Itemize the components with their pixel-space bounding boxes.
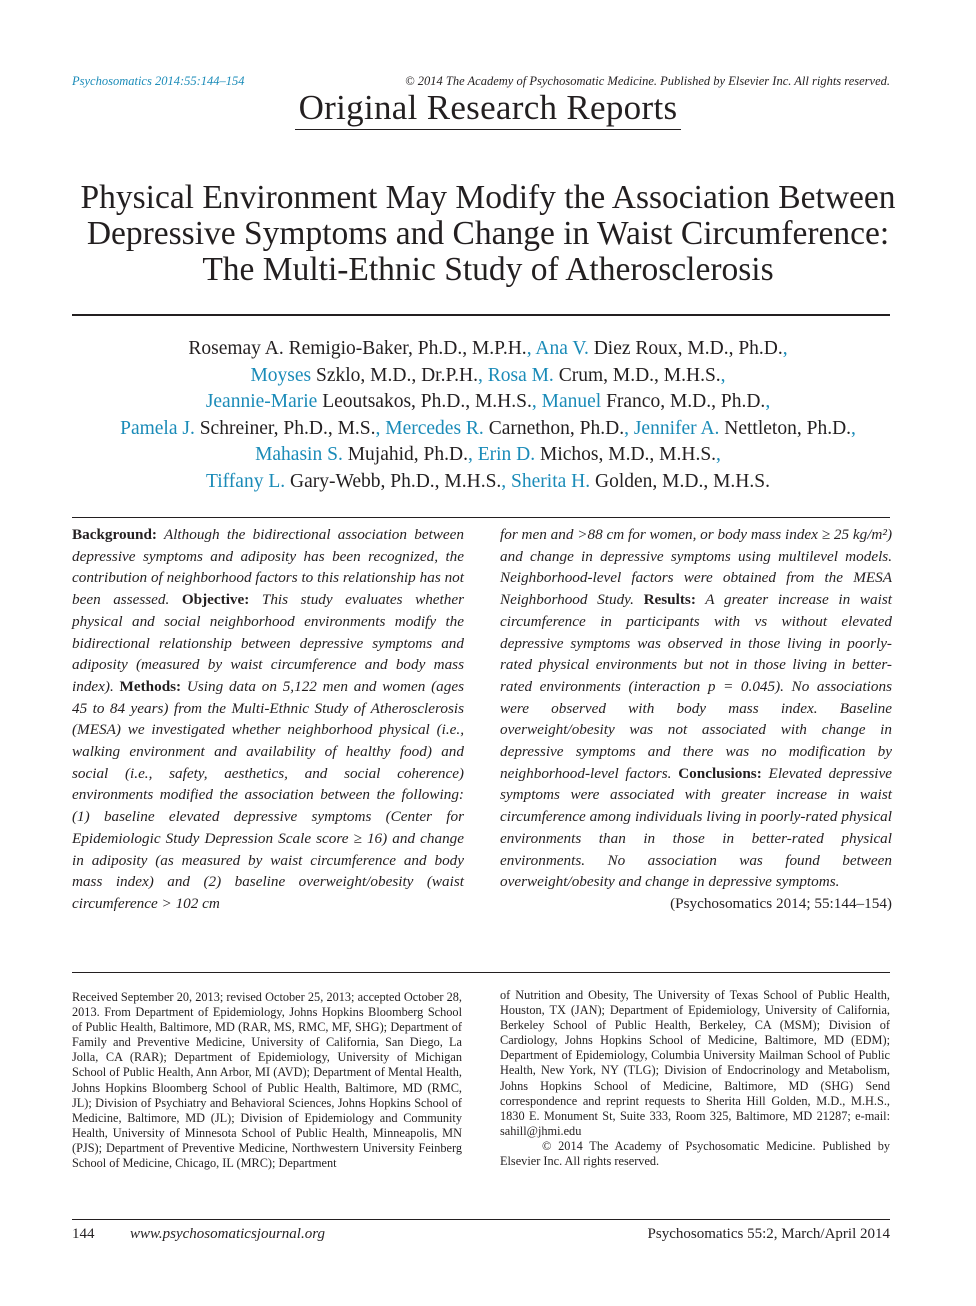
article-title: Physical Environment May Modify the Association Between Depressive Symptoms and Change in Waist Circumference: The Multi-Ethnic Study of Atherosclerosis	[80, 179, 896, 288]
author[interactable]: Mahasin S. Mujahid, Ph.D.	[255, 444, 468, 465]
section-heading-text: Original Research Reports	[295, 88, 682, 130]
author[interactable]: Tiffany L. Gary-Webb, Ph.D., M.H.S.	[206, 470, 502, 492]
notes-divider	[72, 972, 890, 973]
author[interactable]: Manuel Franco, M.D., Ph.D.	[541, 391, 766, 412]
author[interactable]: Rosemay A. Remigio-Baker, Ph.D., M.P.H.	[188, 338, 527, 359]
background-label: Background:	[72, 526, 157, 543]
author[interactable]: Rosa M. Crum, M.D., M.H.S.	[487, 364, 721, 386]
header-copyright: © 2014 The Academy of Psychosomatic Medicine. Published by Elsevier Inc. All rights reserved.	[405, 74, 890, 88]
page-number: 144	[72, 1226, 95, 1242]
author[interactable]: Jeannie-Marie Leoutsakos, Ph.D., M.H.S.	[205, 391, 532, 412]
author[interactable]: Ana V. Diez Roux, M.D., Ph.D.	[535, 338, 783, 359]
author[interactable]: Mercedes R. Carnethon, Ph.D.	[385, 417, 625, 439]
methods-text: Using data on 5,122 men and women (ages 45 to 84 years) from the Multi-Ethnic Study of Atherosclerosis (MESA) we investigated whether neighborhood physical (i.e., walking environment and availability of healthy food) and social (i.e., safety, aesthetics, and social coherence) environments modified the association between the following: (1) baseline elevated depressive symptoms (Center for Epidemiologic Study Depression Scale score ≥ 16) and change in adiposity (as measured by waist circumference and body mass index) and (2) baseline overweight/obesity (waist circumference > 102 cm	[72, 677, 464, 912]
results-label: Results:	[643, 591, 696, 609]
section-heading	[0, 88, 976, 128]
affiliations-left: Received September 20, 2013; revised October 25, 2013; accepted October 28, 2013. From Department of Epidemiology, Johns Hopkins Bloomberg School of Public Health, Baltimore, MD (RAR, MS, RMC, MF, SHG); Department of Family and Preventive Medicine, University of California, San Diego, La Jolla, CA (RAR); Department of Epidemiology, University of Michigan School of Public Health, Ann Arbor, MI (AVD); Department of Mental Health, Johns Hopkins Bloomberg School of Public Health, Baltimore, MD (RMC, JL); Division of Psychiatry and Behavioral Sciences, Johns Hopkins School of Medicine, Baltimore, MD (JL); Division of Epidemiology and Community Health, University of Minnesota School of Public Health, Minneapolis, MN (PJS); Department of Preventive Medicine, Northwestern University Feinberg School of Medicine, Chicago, IL (MRC); Department	[72, 990, 462, 1171]
objective-label: Objective:	[181, 591, 250, 609]
title-divider	[72, 314, 890, 316]
background-text: Although the bidirectional association between depressive symptoms and adiposity has been recognized, the contribution of neighborhood factors to this relationship has not been assessed.	[72, 526, 464, 609]
objective-text: This study evaluates whether physical and social neighborhood environments modify the bidirectional relationship between depressive symptoms and adiposity (measured by waist circumference and body mass index).	[72, 591, 464, 695]
results-text: A greater increase in waist circumference in participants with vs without elevated depressive symptoms was observed in those living in poorly-rated physical environments but not in those living in better-rated environments (interaction p = 0.045). No associations were observed with body mass index. Baseline overweight/obesity was not associated with change in depressive symptoms and there was no modification by neighborhood-level factors.	[500, 591, 892, 782]
conclusions-text: Elevated depressive symptoms were associated with greater increase in waist circumference among individuals living in poorly-rated physical environments than in those in better-rated physical environments. No association was found between overweight/obesity and change in depressive symptoms.	[500, 764, 892, 891]
author-list: Rosemay A. Remigio-Baker, Ph.D., M.P.H., Ana V. Diez Roux, M.D., Ph.D., Moyses Szklo, M.D., Dr.P.H., Rosa M. Crum, M.D., M.H.S., Jeannie-Marie Leoutsakos, Ph.D., M.H.S., Manuel Franco, M.D., Ph.D., Pamela J. Schreiner, Ph.D., M.S., Mercedes R. Carnethon, Ph.D., Jennifer A. Nettleton, Ph.D., Mahasin S. Mujahid, Ph.D., Erin D. Michos, M.D., M.H.S., Tiffany L. Gary-Webb, Ph.D., M.H.S., Sherita H. Golden, M.D., M.H.S.	[120, 338, 856, 492]
author[interactable]: Moyses Szklo, M.D., Dr.P.H.	[250, 364, 478, 386]
journal-url-link[interactable]: www.psychosomaticsjournal.org	[130, 1226, 326, 1242]
abstract-left-column	[72, 524, 464, 915]
author[interactable]: Sherita H. Golden, M.D., M.H.S.	[511, 470, 770, 492]
abstract-right-column	[500, 524, 892, 915]
conclusions-label: Conclusions:	[678, 764, 762, 782]
author[interactable]: Erin D. Michos, M.D., M.H.S.	[477, 444, 717, 465]
affiliations-text: of Nutrition and Obesity, The University of Texas School of Public Health, Houston, TX (JAN); Department of Epidemiology, University of California, Berkeley School of Public Health, Berkeley, CA (MSM); Division of Cardiology, Johns Hopkins School of Medicine, Baltimore, MD (EDM); Department of Epidemiology, Columbia University Mailman School of Public Health, New York, NY (TLG); Division of Endocrinology and Metabolism, Johns Hopkins School of Medicine, Baltimore, MD (SHG) Send correspondence and reprint requests to Sherita Hill Golden, M.D., M.H.S., 1830 E. Monument St, Suite 333, Room 325, Baltimore, MD 21287; e-mail: sahill@jhmi.edu	[500, 988, 890, 1138]
abstract-citation: (Psychosomatics 2014; 55:144–154)	[670, 894, 892, 912]
abstract-divider	[72, 517, 890, 518]
author[interactable]: Pamela J. Schreiner, Ph.D., M.S.	[120, 417, 376, 439]
affiliations-right	[500, 988, 890, 1169]
footer-divider	[72, 1219, 890, 1220]
author[interactable]: Jennifer A. Nettleton, Ph.D.	[633, 417, 852, 439]
issue-info: Psychosomatics 55:2, March/April 2014	[647, 1226, 890, 1242]
methods-label: Methods:	[119, 677, 182, 695]
methods-text-continued: for men and >88 cm for women, or body mass index ≥ 25 kg/m²) and change in depressive symptoms using multilevel models. Neighborhood-level factors were obtained from the MESA Neighborhood Study.	[500, 526, 892, 609]
journal-reference[interactable]: Psychosomatics 2014:55:144–154	[72, 74, 245, 88]
notes-copyright: © 2014 The Academy of Psychosomatic Medicine. Published by Elsevier Inc. All rights reserved.	[500, 1138, 890, 1169]
